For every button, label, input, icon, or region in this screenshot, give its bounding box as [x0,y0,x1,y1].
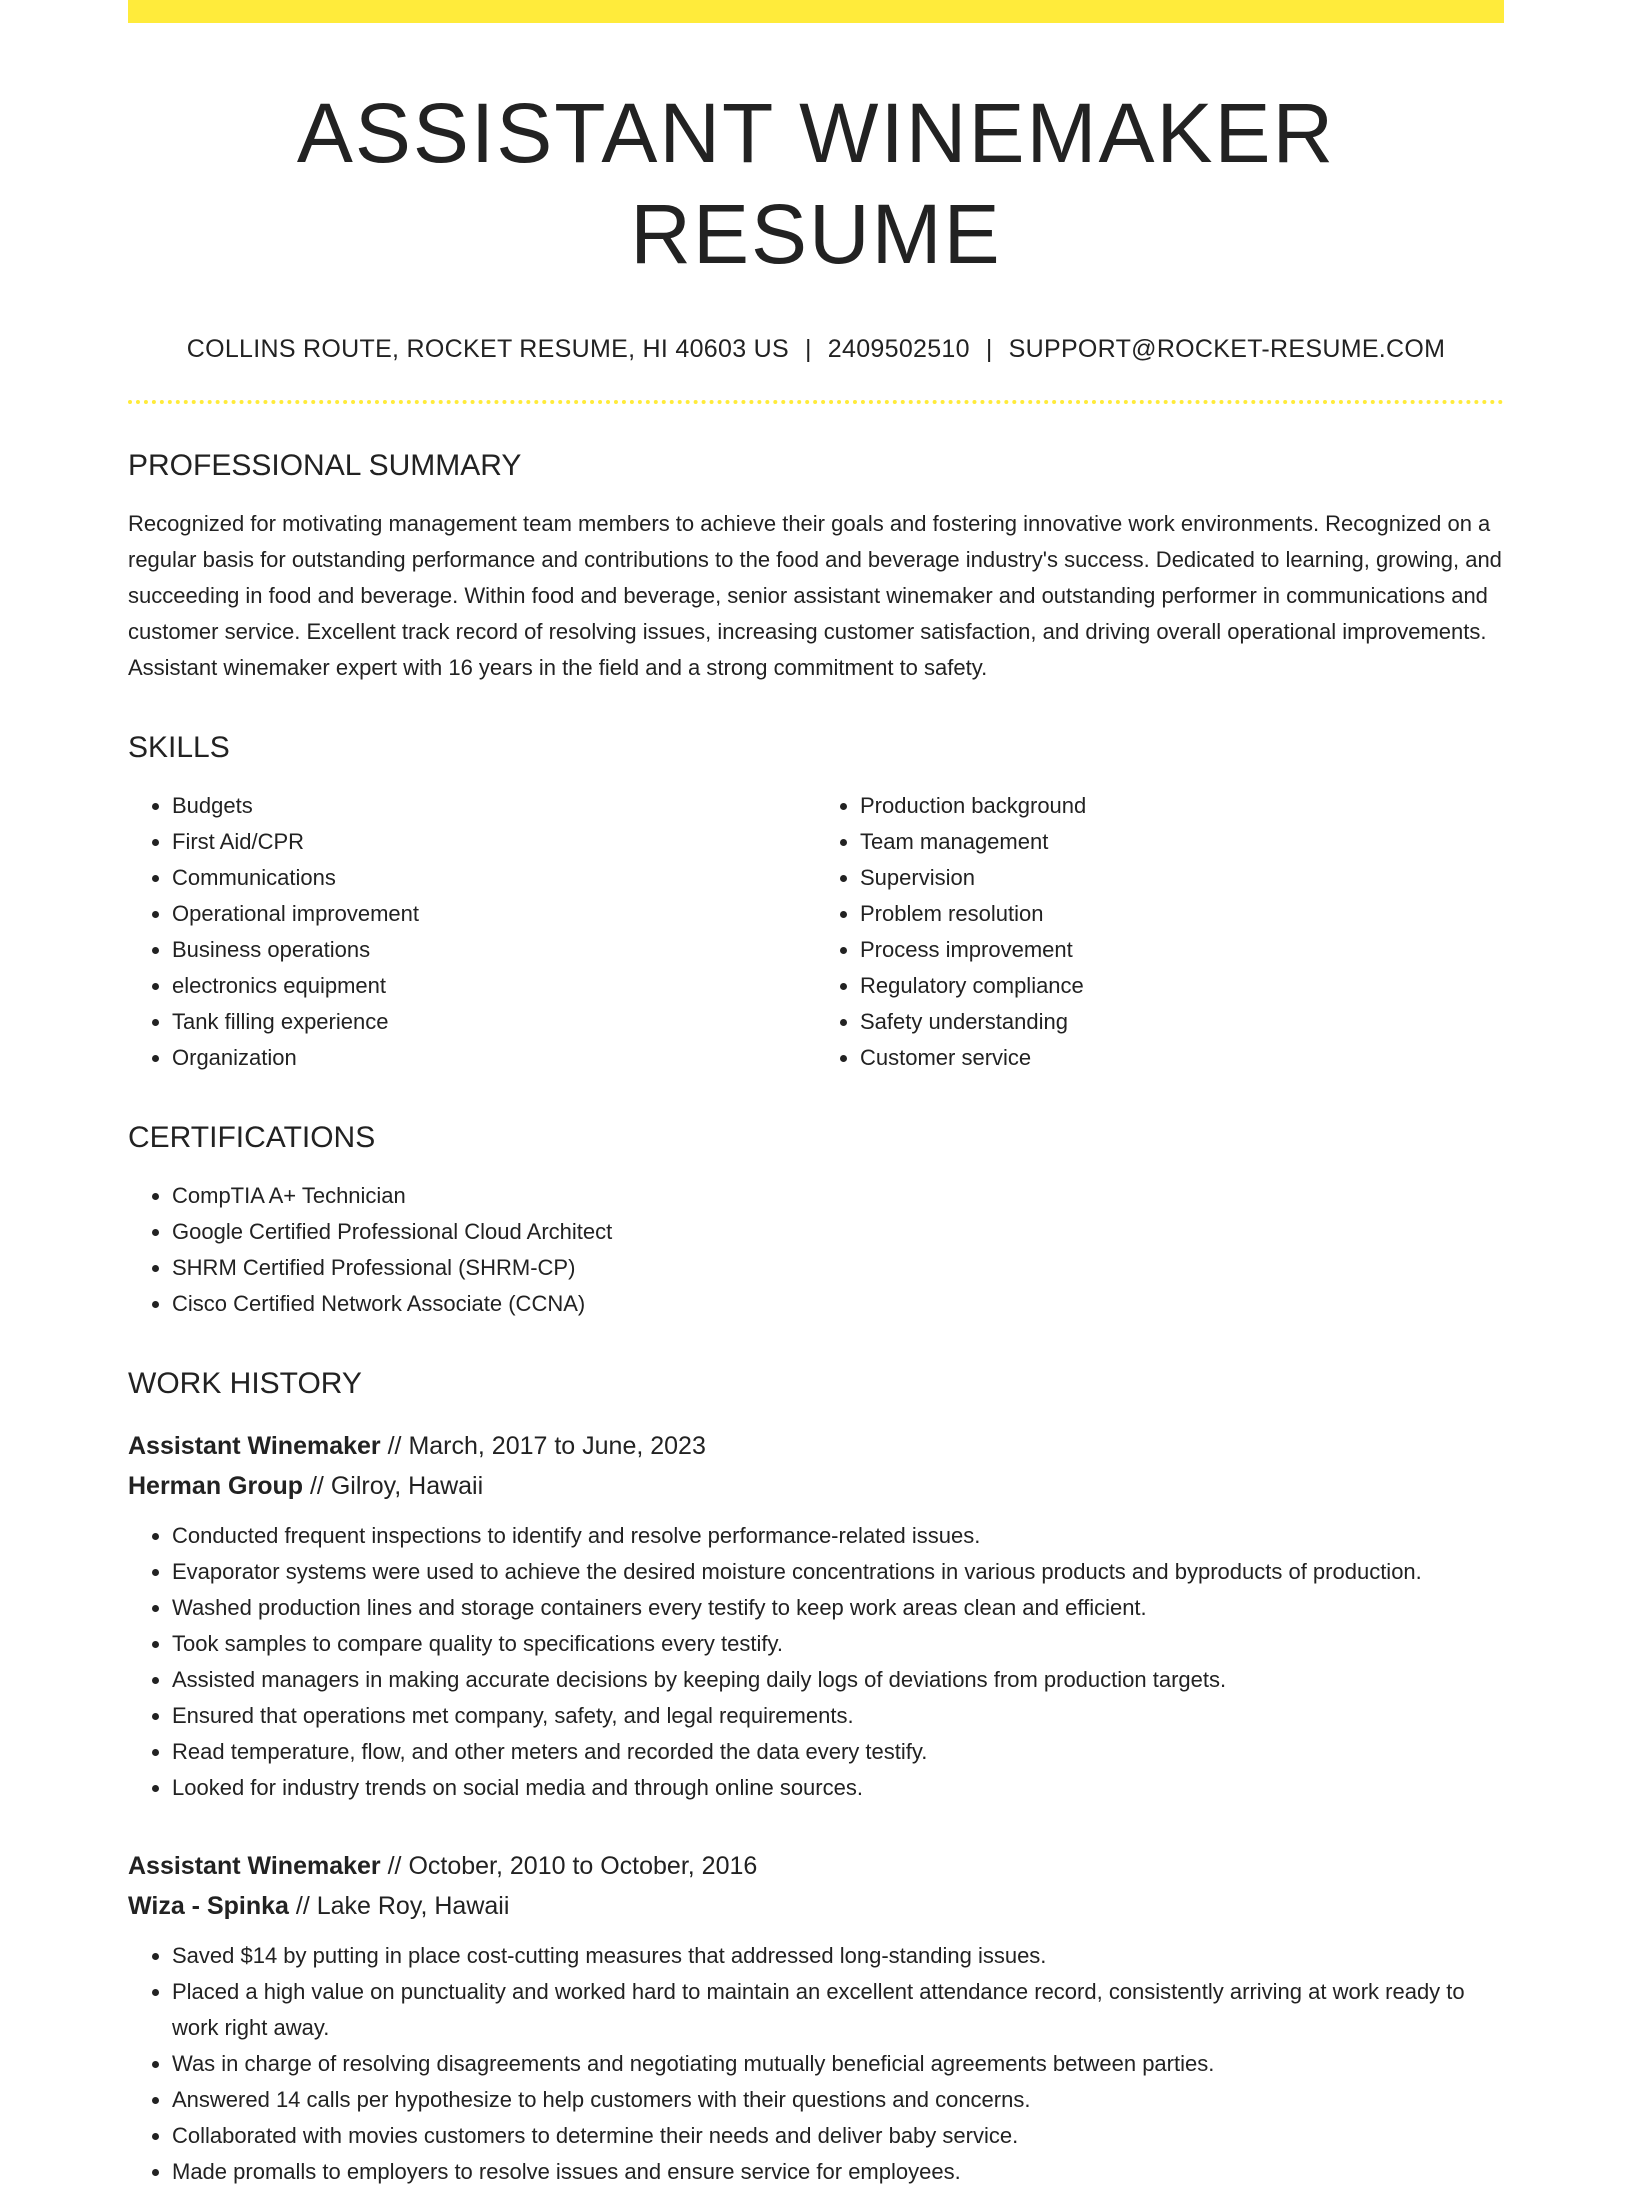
job-duty: • Made promalls to employers to resolve issues and ensure service for employees. [172,2154,1504,2190]
contact-separator: | [985,334,993,363]
skill-item: • Budgets [172,788,816,824]
skill-item: • Tank filling experience [172,1004,816,1040]
job-duty: • Assisted managers in making accurate decisions by keeping daily logs of deviations from production targets. [172,1662,1504,1698]
section-heading-certifications: CERTIFICATIONS [128,1120,376,1154]
job-title-line [128,1426,1504,1466]
skills-grid [128,788,1504,1076]
job-location: // Lake Roy, Hawaii [288,1891,510,1920]
summary-section [128,448,1504,686]
job-duty: • Took samples to compare quality to specifications every testify. [172,1626,1504,1662]
job-duty: • Saved $14 by putting in place cost-cutting measures that addressed long-standing issues. [172,1938,1504,1974]
top-accent-bar [128,0,1504,23]
resume-page [128,0,1504,2190]
job-duties-list [128,1938,1504,2190]
skill-item: • electronics equipment [172,968,816,1004]
skills-list-left [128,788,816,1076]
certification-item: • Google Certified Professional Cloud Architect [172,1214,1504,1250]
contact-address: COLLINS ROUTE, ROCKET RESUME, HI 40603 US [186,334,789,363]
job-company-line [128,1886,1504,1926]
job-duty: • Collaborated with movies customers to determine their needs and deliver baby service. [172,2118,1504,2154]
contact-line [128,333,1504,365]
certification-item: • Cisco Certified Network Associate (CCNA) [172,1286,1504,1322]
contact-separator: | [805,334,812,363]
summary-text: Recognized for motivating management team members to achieve their goals and fostering innovative work environments. Recognized on a regular basis for outstanding performance and contributions to the food and beverage industry's success. Dedicated to learning, growing, and succeeding in food and beverage. Within food and beverage, senior assistant winemaker and outstanding performer in communications and customer service. Excellent track record of resolving issues, increasing customer satisfaction, and driving overall operational improvements. Assistant winemaker expert with 16 years in the field and a strong commitment to safety. [128,510,1502,680]
section-heading-skills: SKILLS [128,730,230,764]
job-duty: • Read temperature, flow, and other meters and recorded the data every testify. [172,1734,1504,1770]
skill-item: • Supervision [860,860,1504,896]
job-title: Assistant Winemaker [128,1851,381,1880]
skill-item: • Business operations [172,932,816,968]
job-duty: • Placed a high value on punctuality and worked hard to maintain an excellent attendance record, consistently arriving at work ready to work right away. [172,1974,1504,2046]
job-entry [128,1426,1504,1806]
section-heading-work-history: WORK HISTORY [128,1366,362,1400]
job-duty: • Conducted frequent inspections to identify and resolve performance-related issues. [172,1518,1504,1554]
job-title-line [128,1846,1504,1886]
skills-list-right [816,788,1504,1076]
skill-item: • Team management [860,824,1504,860]
skill-item: • Process improvement [860,932,1504,968]
job-duties-list [128,1518,1504,1806]
job-dates: // March, 2017 to June, 2023 [380,1431,706,1460]
skills-section [128,730,1504,1076]
certifications-section [128,1120,1504,1322]
skill-item: • Communications [172,860,816,896]
skill-item: • Safety understanding [860,1004,1504,1040]
skill-item: • Customer service [860,1040,1504,1076]
certification-item: • SHRM Certified Professional (SHRM-CP) [172,1250,1504,1286]
job-duty: • Washed production lines and storage containers every testify to keep work areas clean and efficient. [172,1590,1504,1626]
job-title: Assistant Winemaker [128,1431,381,1460]
job-location: // Gilroy, Hawaii [303,1471,484,1500]
header-divider [128,400,1504,404]
skill-item: • Production background [860,788,1504,824]
job-duty: • Looked for industry trends on social media and through online sources. [172,1770,1504,1806]
page-title: ASSISTANT WINEMAKER RESUME [296,86,1336,281]
job-company-line [128,1466,1504,1506]
job-dates: // October, 2010 to October, 2016 [380,1851,758,1880]
contact-phone: 2409502510 [827,334,970,363]
job-company: Herman Group [128,1471,304,1500]
skill-item: • Problem resolution [860,896,1504,932]
job-company: Wiza - Spinka [128,1891,289,1920]
skill-item: • Regulatory compliance [860,968,1504,1004]
certifications-list [128,1178,1504,1322]
job-duty: • Ensured that operations met company, safety, and legal requirements. [172,1698,1504,1734]
work-history-section [128,1366,1504,2190]
skill-item: • First Aid/CPR [172,824,816,860]
job-duty: • Was in charge of resolving disagreements and negotiating mutually beneficial agreements between parties. [172,2046,1504,2082]
job-duty: • Evaporator systems were used to achieve the desired moisture concentrations in various products and byproducts of production. [172,1554,1504,1590]
job-entry [128,1846,1504,2190]
skill-item: • Organization [172,1040,816,1076]
contact-email: SUPPORT@ROCKET-RESUME.COM [1008,334,1446,363]
skill-item: • Operational improvement [172,896,816,932]
section-heading-summary: PROFESSIONAL SUMMARY [128,448,522,482]
certification-item: • CompTIA A+ Technician [172,1178,1504,1214]
job-duty: • Answered 14 calls per hypothesize to help customers with their questions and concerns. [172,2082,1504,2118]
